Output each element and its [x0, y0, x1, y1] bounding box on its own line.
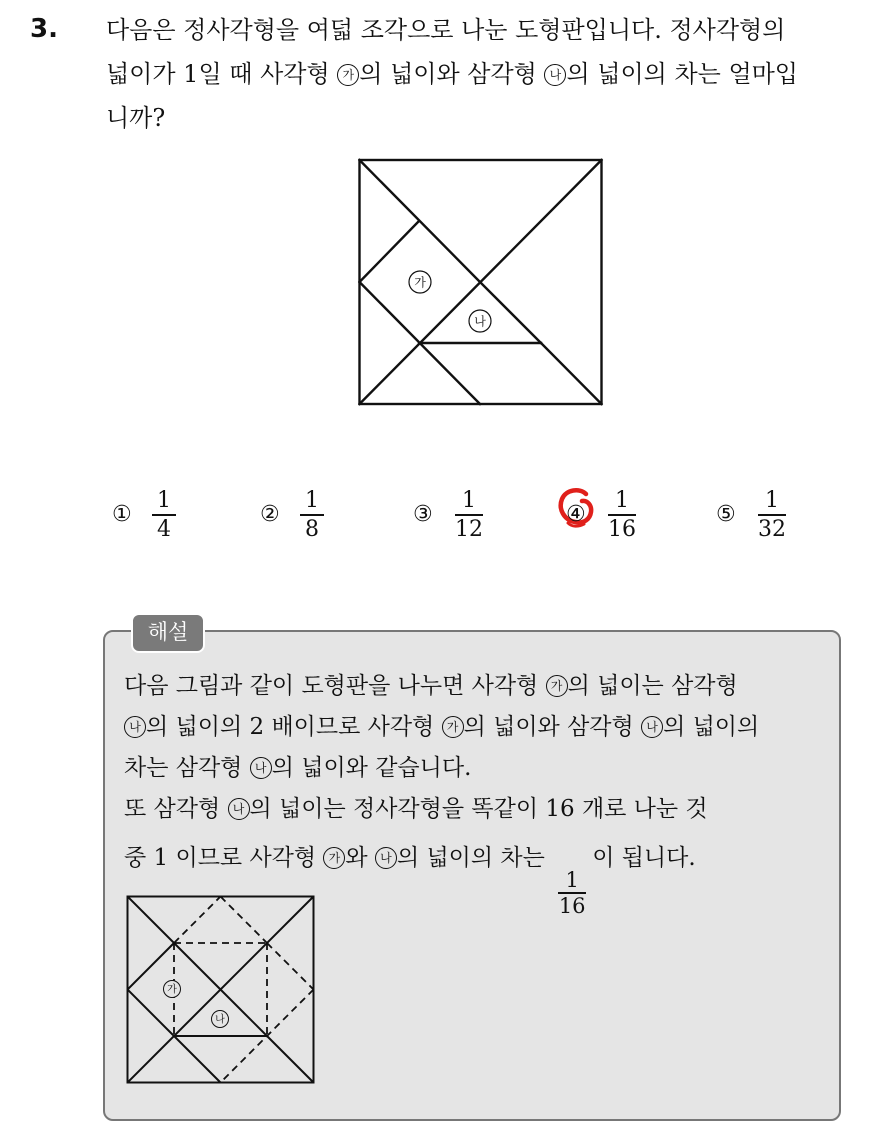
numerator: 1 — [305, 488, 319, 513]
triangle-na-edge — [480, 282, 541, 343]
numerator: 1 — [765, 488, 779, 513]
choice-fraction — [758, 488, 786, 544]
label-na: 나 — [215, 1014, 225, 1026]
sol-seg: 다음 그림과 같이 도형판을 나누면 사각형 — [124, 673, 546, 699]
choice-marker: ④ — [566, 502, 586, 527]
choice-marker: ② — [260, 502, 280, 527]
label-ga-circled: 가 — [323, 847, 345, 869]
triangle-na-edge — [221, 990, 268, 1037]
sol-seg: 중 1 이므로 사각형 — [124, 845, 324, 871]
solution-figure — [126, 895, 316, 1085]
denominator: 16 — [558, 893, 586, 918]
choice-marker: ⑤ — [716, 502, 736, 527]
choice-fraction — [300, 488, 324, 544]
inline-fraction — [558, 868, 586, 918]
q-text-seg: 의 넓이와 삼각형 — [359, 60, 545, 88]
solution-text — [124, 666, 824, 918]
sol-seg: 차는 삼각형 — [124, 755, 250, 781]
choice-fraction — [608, 488, 636, 544]
sol-seg: 또 삼각형 — [124, 796, 228, 822]
numerator: 1 — [157, 488, 171, 513]
q-text-seg: 의 넓이의 차는 얼마입 — [566, 60, 798, 88]
sol-seg: 와 — [345, 845, 375, 871]
denominator: 12 — [455, 516, 483, 542]
solution-line-2 — [124, 707, 824, 748]
label-na-circled: 나 — [228, 798, 250, 820]
lower-right-diagonal — [267, 1036, 314, 1083]
label-na-circled: 나 — [544, 64, 566, 86]
solution-line-3 — [124, 748, 824, 789]
denominator: 8 — [305, 516, 319, 542]
tangram-figure — [358, 158, 606, 408]
question-number: 3. — [30, 14, 58, 44]
choice-marker: ① — [112, 502, 132, 527]
answer-choices — [0, 488, 884, 548]
label-na-circled: 나 — [124, 716, 146, 738]
choice-fraction — [152, 488, 176, 544]
label-ga-circled: 가 — [337, 64, 359, 86]
question-line-3: 니까? — [106, 104, 166, 132]
label-na-circled: 나 — [250, 757, 272, 779]
solution-line-1 — [124, 666, 824, 707]
denominator: 4 — [157, 516, 171, 542]
denominator: 32 — [758, 516, 786, 542]
choice-fraction — [455, 488, 483, 544]
label-ga: 가 — [414, 275, 426, 290]
label-ga-circled: 가 — [546, 675, 568, 697]
denominator: 16 — [608, 516, 636, 542]
sol-seg: 의 넓이의 — [663, 714, 760, 740]
question-text — [106, 8, 866, 140]
label-ga-circled: 가 — [442, 716, 464, 738]
q-text-seg: 넓이가 1일 때 사각형 — [106, 60, 338, 88]
numerator: 1 — [462, 488, 476, 513]
sol-seg: 의 넓이의 2 배이므로 사각형 — [146, 714, 442, 740]
square-ga-edge-left — [360, 221, 420, 282]
solution-line-4 — [124, 789, 824, 830]
label-ga: 가 — [167, 984, 177, 996]
label-na-circled: 나 — [641, 716, 663, 738]
label-na: 나 — [474, 314, 486, 329]
label-na-circled: 나 — [375, 847, 397, 869]
solution-tag: 해설 — [131, 613, 205, 653]
dashed-subdivisions — [174, 897, 314, 1083]
lower-right-diagonal — [541, 343, 602, 404]
sol-seg: 의 넓이와 삼각형 — [463, 714, 642, 740]
sol-seg: 이 됩니다. — [592, 845, 696, 871]
question-line-2 — [106, 52, 866, 96]
sol-seg: 의 넓이와 같습니다. — [271, 755, 472, 781]
sol-seg: 의 넓이의 차는 — [396, 845, 553, 871]
sol-seg: 의 넓이는 삼각형 — [567, 673, 738, 699]
choice-marker: ③ — [413, 502, 433, 527]
numerator: 1 — [565, 868, 579, 892]
sol-seg: 의 넓이는 정사각형을 똑같이 16 개로 나눈 것 — [249, 796, 708, 822]
numerator: 1 — [615, 488, 629, 513]
question-line-1: 다음은 정사각형을 여덟 조각으로 나눈 도형판입니다. 정사각형의 — [106, 16, 786, 44]
